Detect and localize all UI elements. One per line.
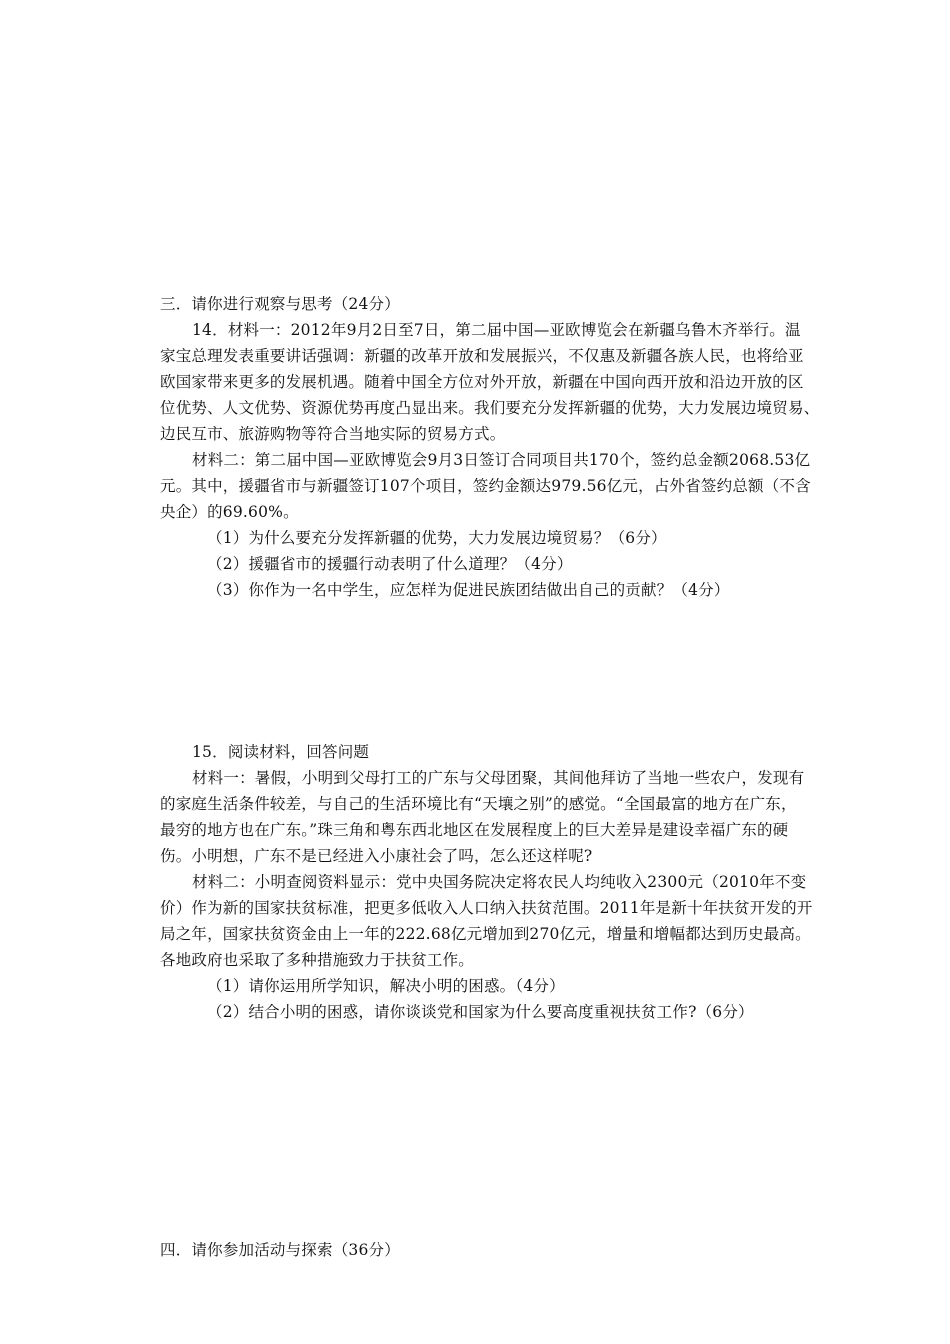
q15-subquestion-1: （1）请你运用所学知识，解决小明的困惑。（4分）	[207, 977, 565, 995]
q14-subquestion-1: （1）为什么要充分发挥新疆的优势，大力发展边境贸易？（6分）	[207, 529, 667, 547]
q14-subquestion-3: （3）你作为一名中学生，应怎样为促进民族团结做出自己的贡献？（4分）	[207, 581, 730, 599]
q15-title: 15．阅读材料，回答问题	[192, 743, 370, 761]
section-4-heading: 四．请你参加活动与探索（36分）	[160, 1241, 400, 1259]
q14-subquestion-2: （2）援疆省市的援疆行动表明了什么道理？（4分）	[207, 555, 573, 573]
q14-material1-line: 家宝总理发表重要讲话强调：新疆的改革开放和发展振兴，不仅惠及新疆各族人民，也将给亚	[160, 347, 804, 365]
q14-material2-line: 材料二：第二届中国—亚欧博览会9月3日签订合同项目共170个，签约总金额2068.53亿	[192, 451, 811, 469]
q14-material1-line: 14．材料一：2012年9月2日至7日，第二届中国—亚欧博览会在新疆乌鲁木齐举行。温	[192, 321, 801, 339]
section-3-heading: 三．请你进行观察与思考（24分）	[160, 295, 400, 313]
q15-material2-line: 各地政府也采取了多种措施致力于扶贫工作。	[160, 951, 475, 969]
q15-material1-line: 伤。小明想，广东不是已经进入小康社会了吗，怎么还这样呢?	[160, 847, 593, 865]
q15-material1-line: 的家庭生活条件较差，与自己的生活环境比有“天壤之别”的感觉。“全国最富的地方在广东，	[160, 795, 797, 813]
q15-material1-line: 最穷的地方也在广东。”珠三角和粤东西北地区在发展程度上的巨大差异是建设幸福广东的硬	[160, 821, 789, 839]
q15-material1-line: 材料一：暑假，小明到父母打工的广东与父母团聚，其间他拜访了当地一些农户，发现有	[192, 769, 805, 787]
q14-material1-line: 欧国家带来更多的发展机遇。随着中国全方位对外开放，新疆在中国向西开放和沿边开放的区	[160, 373, 804, 391]
q14-material1-line: 边民互市、旅游购物等符合当地实际的贸易方式。	[160, 425, 506, 443]
q15-material2-line: 价）作为新的国家扶贫标准，把更多低收入人口纳入扶贫范围。2011年是新十年扶贫开发的开	[160, 899, 813, 917]
q15-subquestion-2: （2）结合小明的困惑，请你谈谈党和国家为什么要高度重视扶贫工作?（6分）	[207, 1003, 754, 1021]
q14-material2-line: 央企）的69.60%。	[160, 503, 299, 521]
q14-material1-line: 位优势、人文优势、资源优势再度凸显出来。我们要充分发挥新疆的优势，大力发展边境贸易、	[160, 399, 820, 417]
q15-material2-line: 材料二：小明查阅资料显示：党中央国务院决定将农民人均纯收入2300元（2010年不变	[192, 873, 807, 891]
q14-material2-line: 元。其中，援疆省市与新疆签订107个项目，签约金额达979.56亿元，占外省签约总额（不含	[160, 477, 811, 495]
q15-material2-line: 局之年，国家扶贫资金由上一年的222.68亿元增加到270亿元，增量和增幅都达到历史最高。	[160, 925, 811, 943]
